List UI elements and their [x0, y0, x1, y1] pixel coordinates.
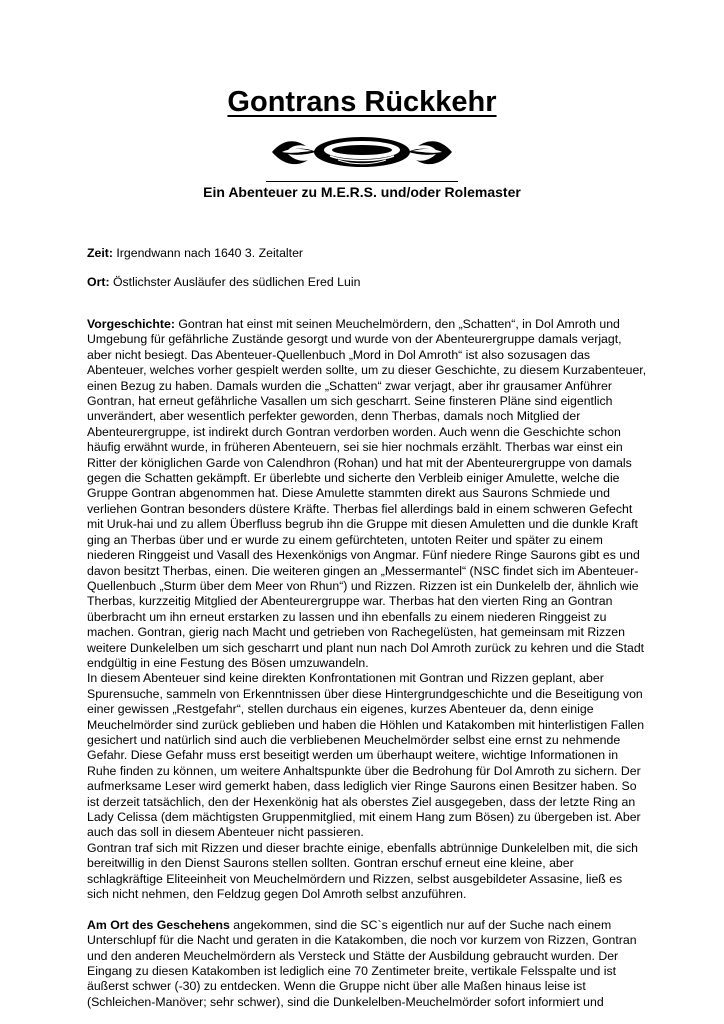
vorgeschichte-text: Gontran hat einst mit seinen Meuchelmördern, den „Schatten“, in Dol Amroth und Umgebung für gefährliche Zustände gesorgt und wurde von der Abenteurergruppe damals verjagt, aber nicht besiegt. Das Abenteuer-Quellenbuch „Mord in Dol Amroth“ ist also sozusagen das Abenteuer, welches vorher gespielt werden sollte, um zu dieser Geschichte, zu diesem Kurzabenteuer, einen Bezug zu haben. Damals wurden die „Schatten“ zwar verjagt, aber ihr grausamer Anführer Gontran, hat erneut gefährliche Vasallen um sich gescharrt. Seine finsteren Pläne sind eigentlich unverändert, aber wesentlich perfekter geworden, denn Therbas, damals noch Mitglied der Abenteurergruppe, ist indirekt durch Gontran verdorben worden. Auch wenn die Geschichte schon häufig erwähnt wurde, in früheren Abenteuern, sei sie hier nochmals erzählt. Therbas war einst ein Ritter der königlichen Garde von Calendhron (Rohan) und hat mit der Abenteurergruppe von damals gegen die Schatten gekämpft. Er überlebte und sicherte den Verbleib einiger Amulette, welche die Gruppe Gontran abgenommen hat. Diese Amulette stammten direkt aus Saurons Schmiede und verliehen Gontran besonders düstere Kräfte. Therbas fiel allerdings bald in einem schweren Gefecht mit Uruk-hai und zu allem Überfluss begrub ihn die Gruppe mit diesen Amuletten und die dunkle Kraft ging an Therbas über und er wurde zu einem gefürchteten, untoten Reiter und später zu einem niederen Ringgeist und Vasall des Hexenkönigs von Angmar. Fünf niedere Ringe Saurons gibt es und davon besitzt Therbas, einen. Die weiteren gingen an „Messermantel“ (NSC findet sich im Abenteuer-Quellenbuch „Sturm über dem Meer von Rhun“) und Rizzen. Rizzen ist ein Dunkelelb der, ähnlich wie Therbas, kurzzeitig Mitglied der Abenteurergruppe war. Therbas hat den vierten Ring an Gontran überbracht um ihn erneut erstarken zu lassen und ihn ebenfalls zu einem niederen Ringgeist zu machen. Gontran, gierig nach Macht und getrieben von Rachegelüsten, hat gemeinsam mit Rizzen weitere Dunkelelben um sich gescharrt und plant nun nach Dol Amroth zurück zu kehren und die Stadt endgültig in eine Festung des Bösen umzuwandeln.	[87, 317, 647, 670]
am-ort-label: Am Ort des Geschehens	[87, 917, 230, 932]
paragraph-2: In diesem Abenteuer sind keine direkten Konfrontationen mit Gontran und Rizzen geplant, aber Spurensuche, sammeln von Erkenntnissen über diese Hintergrundgeschichte und die Beseitigung von einer gewissen „Restgefahr“, stellen durchaus ein eigenes, kurzes Abenteuer da, denn einige Meuchelmörder sind zurück geblieben und haben die Höhlen und Katakomben mit hinterlistigen Fallen gesichert und natürlich sind auch die verbliebenen Meuchelmörder selbst eine ernst zu nehmende Gefahr. Diese Gefahr muss erst beseitigt werden um überhaupt weitere, wichtige Informationen in Ruhe finden zu können, um weitere Anhaltspunkte über die Bedrohung für Dol Amroth zu sichern. Der aufmerksame Leser wird gemerkt haben, dass lediglich vier Ringe Saurons einen Besitzer haben. So ist derzeit tatsächlich, den der Hexenkönig hat als oberstes Ziel ausgegeben, dass der letzte Ring an Lady Celissa (dem mächtigsten Gruppenmitglied, mit einem Hang zum Bösen) zu übergeben ist. Aber auch das soll in diesem Abenteuer nicht passieren.	[87, 671, 645, 840]
title-divider	[266, 181, 458, 182]
ort-line	[87, 275, 360, 289]
am-ort-text: angekommen, sind die SC`s eigentlich nur auf der Suche nach einem Unterschlupf für die Nacht und geraten in die Katakomben, die noch vor kurzem von Rizzen, Gontran und den anderen Meuchelmördern als Versteck und Stätte der Ausbildung gebraucht wurden. Der Eingang zu diesen Katakomben ist lediglich eine 70 Zentimeter breite, vertikale Felsspalte und ist äußerst schwer (-30) zu entdecken. Wenn die Gruppe nicht über alle Maßen hinaus leise ist (Schleichen-Manöver; sehr schwer), sind die Dunkelelben-Meuchelmörder sofort informiert und	[87, 917, 637, 1009]
vorgeschichte-label: Vorgeschichte:	[87, 317, 175, 331]
am-ort-paragraph	[87, 918, 647, 1010]
ort-label: Ort:	[87, 275, 110, 289]
ort-value: Östlichster Ausläufer des südlichen Ered Luin	[109, 275, 361, 289]
document-body	[87, 317, 647, 1010]
document-title: Gontrans Rückkehr	[227, 86, 497, 118]
zeit-value: Irgendwann nach 1640 3. Zeitalter	[112, 246, 304, 260]
zeit-label: Zeit:	[87, 246, 113, 260]
vorgeschichte-paragraph	[87, 317, 647, 671]
paragraph-3: Gontran traf sich mit Rizzen und dieser brachte einige, ebenfalls abtrünnige Dunkelelben mit, die sich bereitwillig in den Dienst Saurons stellen sollten. Gontran erschuf erneut eine kleine, aber schlagkräftige Eliteeinheit von Meuchelmördern und Rizzen, selbst ausgebildeter Assasine, ließ es sich nicht nehmen, den Feldzug gegen Dol Amroth selbst anzuführen.	[87, 840, 638, 902]
document-subtitle: Ein Abenteuer zu M.E.R.S. und/oder Rolemaster	[203, 184, 521, 200]
zeit-line	[87, 246, 303, 260]
ring-ornament-icon	[268, 130, 456, 174]
